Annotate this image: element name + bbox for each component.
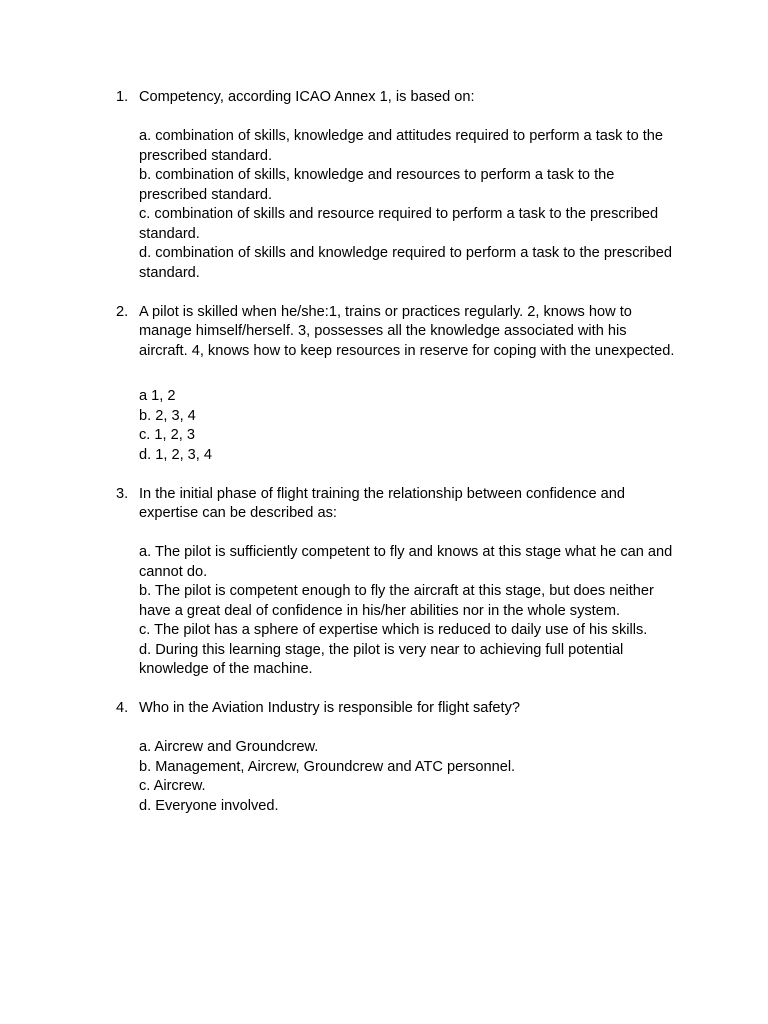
- question-number: 1.: [116, 89, 129, 105]
- answer-option-d: d. During this learning stage, the pilot is very near to achieving full potential knowledge of the machine.: [139, 641, 624, 677]
- answer-options: [139, 127, 676, 283]
- answer-option-c: c. combination of skills and resource required to perform a task to the prescribed standard.: [139, 206, 659, 242]
- question-text: Competency, according ICAO Annex 1, is based on:: [139, 89, 475, 105]
- answer-options: [139, 543, 676, 680]
- answer-option-b: b. combination of skills, knowledge and resources to perform a task to the prescribed standard.: [139, 167, 615, 203]
- answer-option-d: d. combination of skills and knowledge required to perform a task to the prescribed standard.: [139, 245, 672, 281]
- answer-options: [139, 387, 676, 465]
- question-2: [116, 303, 676, 466]
- question-text: In the initial phase of flight training the relationship between confidence and expertise can be described as:: [139, 485, 625, 521]
- answer-option-b: b. The pilot is competent enough to fly the aircraft at this stage, but does neither have a great deal of confidence in his/her abilities nor in the whole system.: [139, 583, 654, 619]
- answer-option-c: c. The pilot has a sphere of expertise which is reduced to daily use of his skills.: [139, 622, 648, 638]
- question-list: [116, 88, 676, 816]
- answer-option-c: c. Aircrew.: [139, 778, 206, 794]
- answer-option-b: b. 2, 3, 4: [139, 407, 196, 424]
- answer-option-b: b. Management, Aircrew, Groundcrew and ATC personnel.: [139, 758, 516, 775]
- question-text: Who in the Aviation Industry is responsible for flight safety?: [139, 700, 520, 716]
- question-number: 2.: [116, 303, 129, 320]
- question-number: 4.: [116, 700, 129, 716]
- question-4: [116, 699, 676, 816]
- answer-option-d: d. Everyone involved.: [139, 797, 279, 814]
- answer-option-a: a. The pilot is sufficiently competent to fly and knows at this stage what he can and cannot do.: [139, 544, 673, 580]
- answer-option-a: a 1, 2: [139, 388, 176, 404]
- answer-option-a: a. Aircrew and Groundcrew.: [139, 739, 319, 755]
- question-3: [116, 485, 676, 680]
- question-text: A pilot is skilled when he/she:1, trains or practices regularly. 2, knows how to manage himself/herself. 3, possesses all the knowledge associated with his aircraft. 4, knows how to keep resources in reserve for coping with the unexpected.: [139, 303, 675, 359]
- question-1: [116, 88, 676, 283]
- answer-option-d: d. 1, 2, 3, 4: [139, 446, 213, 463]
- answer-option-a: a. combination of skills, knowledge and attitudes required to perform a task to the prescribed standard.: [139, 128, 664, 164]
- question-number: 3.: [116, 485, 129, 502]
- answer-option-c: c. 1, 2, 3: [139, 427, 195, 443]
- answer-options: [139, 738, 676, 816]
